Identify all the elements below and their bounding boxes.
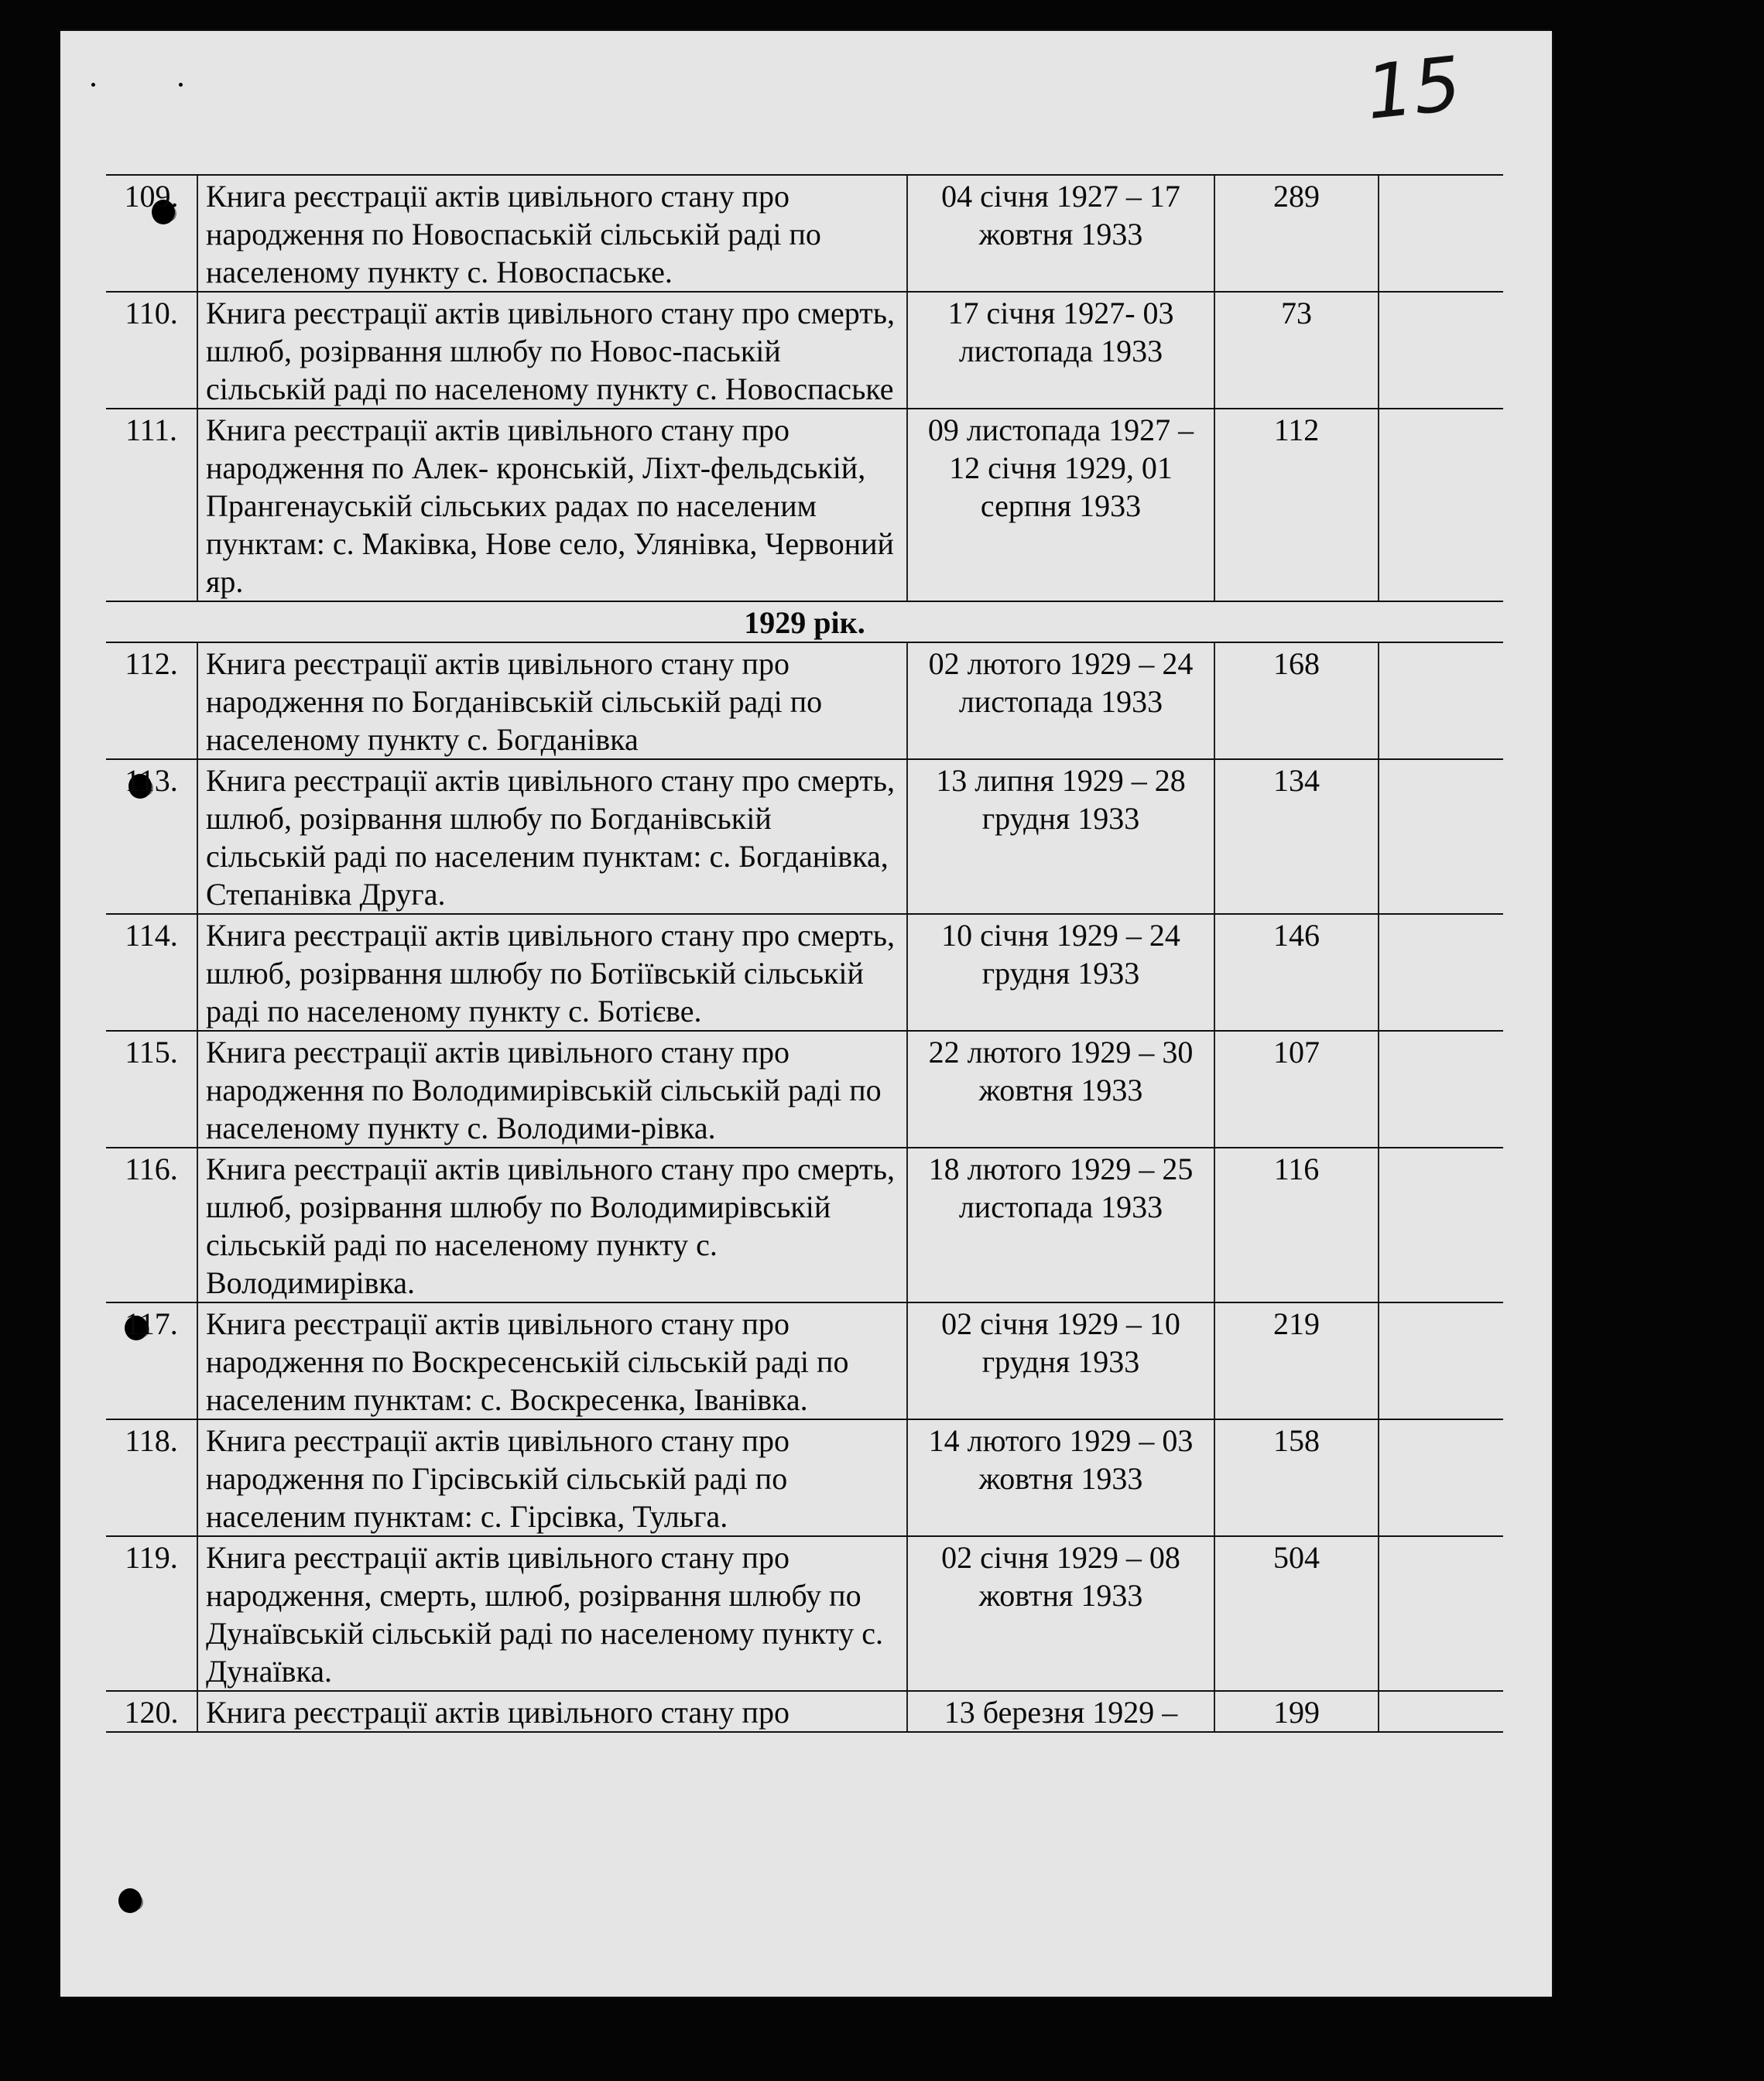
record-count: 168	[1214, 642, 1379, 759]
record-dates: 09 листопада 1927 – 12 січня 1929, 01 серпня 1933	[907, 409, 1214, 601]
record-title: Книга реєстрації актів цивільного стану про смерть, шлюб, розірвання шлюбу по Ботіївській сільській раді по населеному пункту с. Ботієве.	[197, 914, 907, 1031]
record-count: 158	[1214, 1419, 1379, 1536]
record-title: Книга реєстрації актів цивільного стану про смерть, шлюб, розірвання шлюбу по Володимирівській сільській раді по населеному пункту с. Володимирівка.	[197, 1148, 907, 1302]
record-dates: 10 січня 1929 – 24 грудня 1933	[907, 914, 1214, 1031]
record-count: 107	[1214, 1031, 1379, 1148]
record-number: 119.	[106, 1536, 197, 1691]
scan-speck	[179, 83, 183, 87]
record-number: 113.	[106, 759, 197, 914]
record-dates: 14 лютого 1929 – 03 жовтня 1933	[907, 1419, 1214, 1536]
record-note	[1379, 292, 1503, 409]
record-title: Книга реєстрації актів цивільного стану про смерть, шлюб, розірвання шлюбу по Богданівській сільській раді по населеним пунктам: с. Богданівка, Степанівка Друга.	[197, 759, 907, 914]
year-heading: 1929 рік.	[106, 601, 1503, 642]
punch-hole	[118, 1888, 142, 1913]
table-row	[106, 914, 1503, 1031]
record-number: 116.	[106, 1148, 197, 1302]
record-dates: 02 січня 1929 – 08 жовтня 1933	[907, 1536, 1214, 1691]
record-number: 109.	[106, 175, 197, 292]
record-number: 117.	[106, 1302, 197, 1419]
record-title: Книга реєстрації актів цивільного стану про смерть, шлюб, розірвання шлюбу по Новос-паській сільській раді по населеному пункту с. Новоспаське	[197, 292, 907, 409]
record-title: Книга реєстрації актів цивільного стану про	[197, 1691, 907, 1732]
archive-register-table	[106, 174, 1503, 1733]
record-title: Книга реєстрації актів цивільного стану про народження, смерть, шлюб, розірвання шлюбу по Дунаївській сільській раді по населеному пункту с. Дунаївка.	[197, 1536, 907, 1691]
table-row	[106, 1031, 1503, 1148]
record-title: Книга реєстрації актів цивільного стану про народження по Володимирівській сільській раді по населеному пункту с. Володими-рівка.	[197, 1031, 907, 1148]
record-count: 112	[1214, 409, 1379, 601]
table-row	[106, 409, 1503, 601]
records-1927	[106, 175, 1503, 601]
record-note	[1379, 1148, 1503, 1302]
record-note	[1379, 175, 1503, 292]
record-count: 219	[1214, 1302, 1379, 1419]
table-row	[106, 1691, 1503, 1732]
record-dates: 13 липня 1929 – 28 грудня 1933	[907, 759, 1214, 914]
record-note	[1379, 1302, 1503, 1419]
record-count: 504	[1214, 1536, 1379, 1691]
record-dates: 02 лютого 1929 – 24 листопада 1933	[907, 642, 1214, 759]
year-section-row	[106, 601, 1503, 642]
record-title: Книга реєстрації актів цивільного стану про народження по Алек- кронській, Ліхт-фельдській, Прангенауській сільських радах по населеним пунктам: с. Маківка, Нове село, Улянівка, Червоний яр.	[197, 409, 907, 601]
table-row	[106, 175, 1503, 292]
record-note	[1379, 1691, 1503, 1732]
record-dates: 22 лютого 1929 – 30 жовтня 1933	[907, 1031, 1214, 1148]
record-note	[1379, 1536, 1503, 1691]
table-row	[106, 759, 1503, 914]
record-number: 120.	[106, 1691, 197, 1732]
record-title: Книга реєстрації актів цивільного стану про народження по Гірсівській сільській раді по населеним пунктам: с. Гірсівка, Тульга.	[197, 1419, 907, 1536]
table-row	[106, 292, 1503, 409]
record-note	[1379, 759, 1503, 914]
record-dates: 17 січня 1927- 03 листопада 1933	[907, 292, 1214, 409]
record-number: 110.	[106, 292, 197, 409]
record-count: 146	[1214, 914, 1379, 1031]
table-row	[106, 642, 1503, 759]
table-row	[106, 1302, 1503, 1419]
record-note	[1379, 1031, 1503, 1148]
table-row	[106, 1148, 1503, 1302]
record-title: Книга реєстрації актів цивільного стану про народження по Воскресенській сільській раді по населеним пунктам: с. Воскресенка, Іванівка.	[197, 1302, 907, 1419]
record-note	[1379, 642, 1503, 759]
record-count: 199	[1214, 1691, 1379, 1732]
record-dates: 13 березня 1929 –	[907, 1691, 1214, 1732]
record-count: 116	[1214, 1148, 1379, 1302]
scan-speck	[91, 83, 95, 87]
records-1929	[106, 642, 1503, 1732]
table-row	[106, 1419, 1503, 1536]
record-number: 112.	[106, 642, 197, 759]
record-dates: 04 січня 1927 – 17 жовтня 1933	[907, 175, 1214, 292]
record-number: 114.	[106, 914, 197, 1031]
record-title: Книга реєстрації актів цивільного стану про народження по Новоспаській сільській раді по населеному пункту с. Новоспаське.	[197, 175, 907, 292]
table-row	[106, 1536, 1503, 1691]
record-dates: 02 січня 1929 – 10 грудня 1933	[907, 1302, 1214, 1419]
record-dates: 18 лютого 1929 – 25 листопада 1933	[907, 1148, 1214, 1302]
record-count: 73	[1214, 292, 1379, 409]
record-note	[1379, 914, 1503, 1031]
record-count: 134	[1214, 759, 1379, 914]
record-title: Книга реєстрації актів цивільного стану про народження по Богданівській сільській раді по населеному пункту с. Богданівка	[197, 642, 907, 759]
record-note	[1379, 409, 1503, 601]
record-count: 289	[1214, 175, 1379, 292]
record-number: 111.	[106, 409, 197, 601]
record-number: 115.	[106, 1031, 197, 1148]
page-number: 15	[1362, 39, 1465, 137]
record-note	[1379, 1419, 1503, 1536]
record-number: 118.	[106, 1419, 197, 1536]
